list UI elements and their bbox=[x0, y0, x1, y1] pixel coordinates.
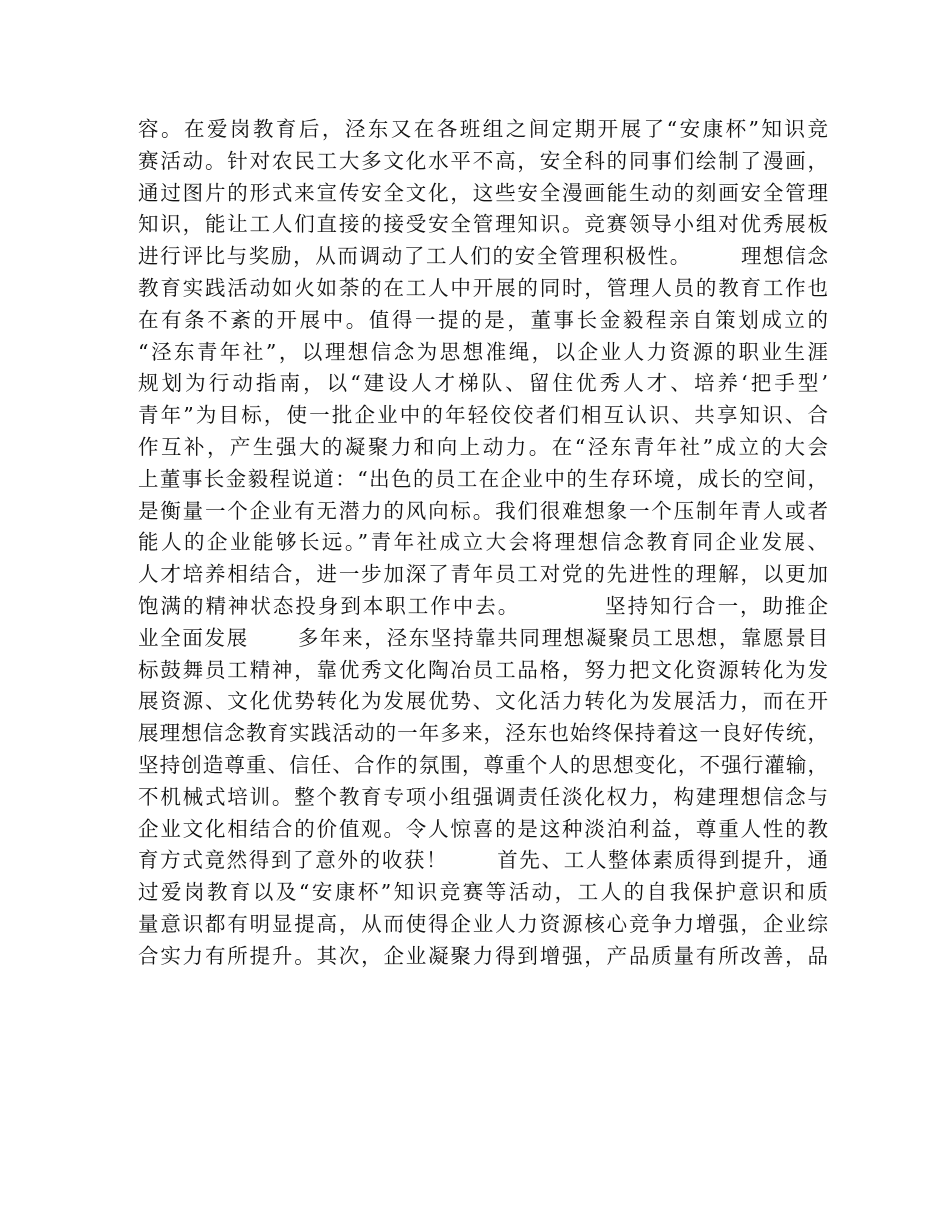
text-line: 人才培养相结合，进一步加深了青年员工对党的先进性的理解，以更加 bbox=[138, 562, 828, 587]
text-line: 是衡量一个企业有无潜力的风向标。我们很难想象一个压制年青人或者 bbox=[138, 498, 828, 523]
text-line: 知识，能让工人们直接的接受安全管理知识。竞赛领导小组对优秀展板 bbox=[138, 212, 828, 237]
text-line: 青年”为目标，使一批企业中的年轻佼佼者们相互认识、共享知识、合 bbox=[138, 403, 828, 428]
text-line: 展理想信念教育实践活动的一年多来，泾东也始终保持着这一良好传统， bbox=[138, 721, 828, 746]
text-line: 规划为行动指南，以“建设人才梯队、留住优秀人才、培养‘把手型’ bbox=[138, 371, 828, 396]
text-line: 过爱岗教育以及“安康杯”知识竞赛等活动，工人的自我保护意识和质 bbox=[138, 880, 828, 905]
text-line: 标鼓舞员工精神，靠优秀文化陶冶员工品格，努力把文化资源转化为发 bbox=[138, 657, 828, 682]
text-line: “泾东青年社”，以理想信念为思想准绳，以企业人力资源的职业生涯 bbox=[138, 339, 828, 364]
body-text bbox=[138, 114, 828, 973]
text-line: 容。在爱岗教育后，泾东又在各班组之间定期开展了“安康杯”知识竞 bbox=[138, 117, 828, 141]
text-line: 在有条不紊的开展中。值得一提的是，董事长金毅程亲自策划成立的 bbox=[138, 307, 828, 332]
text-line: 坚持创造尊重、信任、合作的氛围，尊重个人的思想变化，不强行灌输， bbox=[138, 752, 828, 777]
text-line: 展资源、文化优势转化为发展优势、文化活力转化为发展活力，而在开 bbox=[138, 689, 828, 714]
text-line: 不机械式培训。整个教育专项小组强调责任淡化权力，构建理想信念与 bbox=[138, 784, 828, 809]
text-line: 赛活动。针对农民工大多文化水平不高，安全科的同事们绘制了漫画， bbox=[138, 148, 828, 173]
text-line: 企业文化相结合的价值观。令人惊喜的是这种淡泊利益，尊重人性的教 bbox=[138, 816, 828, 841]
text-line: 通过图片的形式来宣传安全文化，这些安全漫画能生动的刻画安全管理 bbox=[138, 180, 828, 205]
text-line: 作互补，产生强大的凝聚力和向上动力。在“泾东青年社”成立的大会 bbox=[138, 434, 828, 459]
text-line: 量意识都有明显提高，从而使得企业人力资源核心竞争力增强，企业综 bbox=[138, 911, 828, 936]
text-line: 能人的企业能够长远。”青年社成立大会将理想信念教育同企业发展、 bbox=[138, 530, 828, 555]
text-line: 合实力有所提升。其次，企业凝聚力得到增强，产品质量有所改善，品 bbox=[138, 943, 828, 968]
text-line: 育方式竟然得到了意外的收获！ 首先、工人整体素质得到提升，通 bbox=[138, 848, 828, 873]
text-line: 进行评比与奖励，从而调动了工人们的安全管理积极性。 理想信念 bbox=[138, 244, 828, 269]
text-line: 上董事长金毅程说道：“出色的员工在企业中的生存环境，成长的空间， bbox=[138, 466, 828, 491]
text-line: 业全面发展 多年来，泾东坚持靠共同理想凝聚员工思想，靠愿景目 bbox=[138, 625, 828, 650]
text-line: 饱满的精神状态投身到本职工作中去。 坚持知行合一，助推企 bbox=[138, 593, 828, 618]
text-line: 教育实践活动如火如荼的在工人中开展的同时，管理人员的教育工作也 bbox=[138, 275, 828, 300]
